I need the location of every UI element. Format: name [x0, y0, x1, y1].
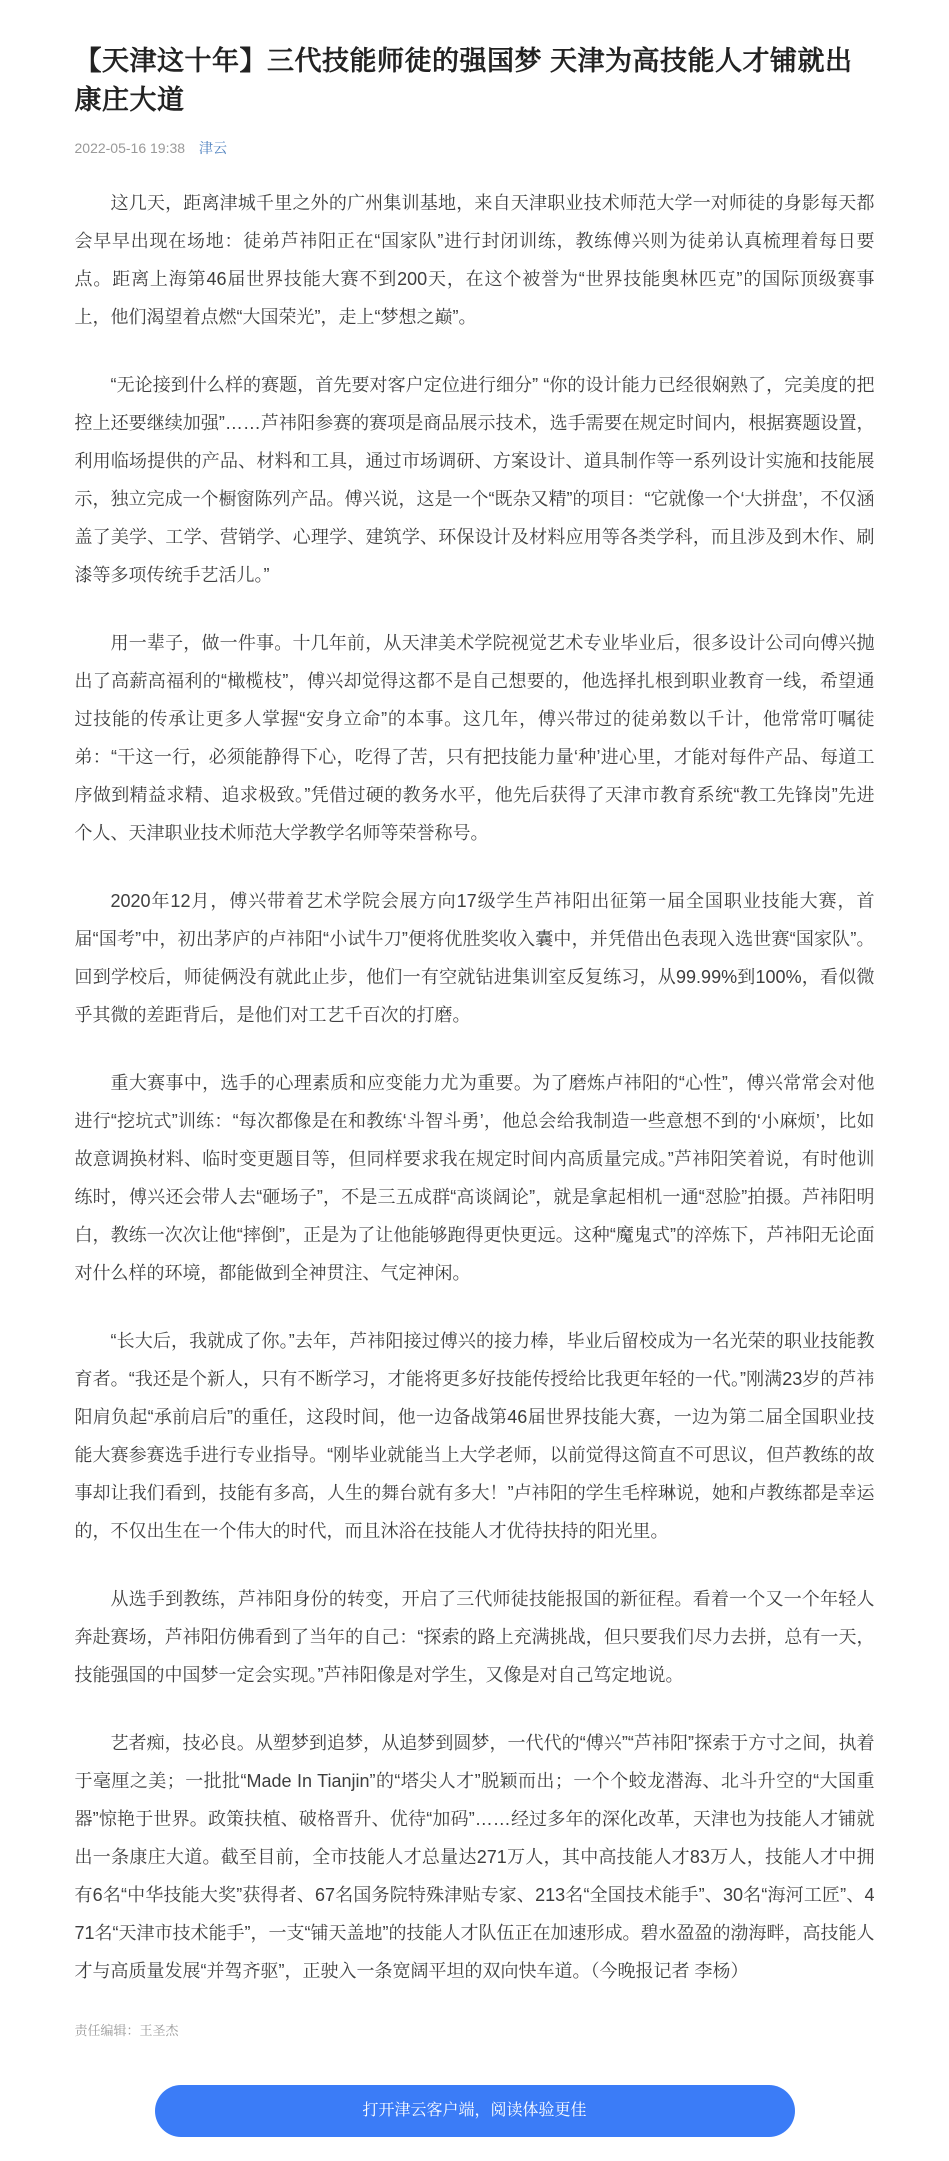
article-paragraph: 2020年12月，傅兴带着艺术学院会展方向17级学生芦祎阳出征第一届全国职业技能大赛，首届“国考”中，初出茅庐的卢祎阳“小试牛刀”便将优胜奖收入囊中，并凭借出色表现入选世赛“国家队”。回到学校后，师徒俩没有就此止步，他们一有空就钻进集训室反复练习，从99.99%到100%，看似微乎其微的差距背后，是他们对工艺千百次的打磨。: [74, 891, 875, 1026]
page-title: 【天津这十年】三代技能师徒的强国梦 天津为高技能人才铺就出康庄大道: [74, 46, 853, 116]
editor-credit: 责任编辑：王圣杰: [74, 2023, 179, 2039]
source-link[interactable]: 津云: [199, 140, 228, 157]
article-paragraph: 艺者痴，技必良。从塑梦到追梦，从追梦到圆梦，一代代的“傅兴”“芦祎阳”探索于方寸之间，执着于毫厘之美；一批批“Made In Tianjin”的“塔尖人才”脱颖而出；一个个蛟龙潜海、北斗升空的“大国重器”惊艳于世界。政策扶植、破格晋升、优待“加码”……经过多年的深化改革，天津也为技能人才铺就出一条康庄大道。截至目前，全市技能人才总量达271万人，其中高技能人才83万人，技能人才中拥有6名“中华技能大奖”获得者、67名国务院特殊津贴专家、213名“全国技术能手”、30名“海河工匠”、471名“天津市技术能手”，一支“铺天盖地”的技能人才队伍正在加速形成。碧水盈盈的渤海畔，高技能人才与高质量发展“并驾齐驱”，正驶入一条宽阔平坦的双向快车道。（今晚报记者 李杨）: [74, 1733, 875, 1982]
article-paragraph: 重大赛事中，选手的心理素质和应变能力尤为重要。为了磨炼卢祎阳的“心性”，傅兴常常会对他进行“挖坑式”训练：“每次都像是在和教练‘斗智斗勇’，他总会给我制造一些意想不到的‘小麻烦’，比如故意调换材料、临时变更题目等，但同样要求我在规定时间内高质量完成。”芦祎阳笑着说，有时他训练时，傅兴还会带人去“砸场子”，不是三五成群“高谈阔论”，就是拿起相机一通“怼脸”拍摄。芦祎阳明白，教练一次次让他“摔倒”，正是为了让他能够跑得更快更远。这种“魔鬼式”的淬炼下，芦祎阳无论面对什么样的环境，都能做到全神贯注、气定神闲。: [74, 1073, 875, 1284]
article-paragraph: 这几天，距离津城千里之外的广州集训基地，来自天津职业技术师范大学一对师徒的身影每天都会早早出现在场地：徒弟芦祎阳正在“国家队”进行封闭训练，教练傅兴则为徒弟认真梳理着每日要点。距离上海第46届世界技能大赛不到200天，在这个被誉为“世界技能奥林匹克”的国际顶级赛事上，他们渴望着点燃“大国荣光”，走上“梦想之巅”。: [74, 193, 875, 328]
article-page: [75, 0, 875, 2161]
publish-date: 2022-05-16 19:38: [74, 140, 186, 157]
article-body: [75, 184, 875, 1990]
open-app-button[interactable]: 打开津云客户端，阅读体验更佳: [155, 2085, 795, 2137]
article-paragraph: 从选手到教练，芦祎阳身份的转变，开启了三代师徒技能报国的新征程。看着一个又一个年轻人奔赴赛场，芦祎阳仿佛看到了当年的自己：“探索的路上充满挑战，但只要我们尽力去拼，总有一天，技能强国的中国梦一定会实现。”芦祎阳像是对学生，又像是对自己笃定地说。: [74, 1589, 875, 1686]
article-meta: [75, 138, 875, 158]
article-paragraph: “无论接到什么样的赛题，首先要对客户定位进行细分” “你的设计能力已经很娴熟了，完美度的把控上还要继续加强”……芦祎阳参赛的赛项是商品展示技术，选手需要在规定时间内，根据赛题设置，利用临场提供的产品、材料和工具，通过市场调研、方案设计、道具制作等一系列设计实施和技能展示，独立完成一个橱窗陈列产品。傅兴说，这是一个“既杂又精”的项目：“它就像一个‘大拼盘’，不仅涵盖了美学、工学、营销学、心理学、建筑学、环保设计及材料应用等各类学科，而且涉及到木作、刷漆等多项传统手艺活儿。”: [74, 375, 875, 586]
article-paragraph: “长大后，我就成了你。”去年，芦祎阳接过傅兴的接力棒，毕业后留校成为一名光荣的职业技能教育者。“我还是个新人，只有不断学习，才能将更多好技能传授给比我更年轻的一代。”刚满23岁的芦祎阳肩负起“承前启后”的重任，这段时间，他一边备战第46届世界技能大赛，一边为第二届全国职业技能大赛参赛选手进行专业指导。“刚毕业就能当上大学老师，以前觉得这简直不可思议，但芦教练的故事却让我们看到，技能有多高，人生的舞台就有多大！”卢祎阳的学生毛梓琳说，她和卢教练都是幸运的，不仅出生在一个伟大的时代，而且沐浴在技能人才优待扶持的阳光里。: [74, 1331, 875, 1542]
article-paragraph: 用一辈子，做一件事。十几年前，从天津美术学院视觉艺术专业毕业后，很多设计公司向傅兴抛出了高薪高福利的“橄榄枝”，傅兴却觉得这都不是自己想要的，他选择扎根到职业教育一线，希望通过技能的传承让更多人掌握“安身立命”的本事。这几年，傅兴带过的徒弟数以千计，他常常叮嘱徒弟：“干这一行，必须能静得下心，吃得了苦，只有把技能力量‘种’进心里，才能对每件产品、每道工序做到精益求精、追求极致。”凭借过硬的教务水平，他先后获得了天津市教育系统“教工先锋岗”先进个人、天津职业技术师范大学教学名师等荣誉称号。: [74, 633, 875, 844]
